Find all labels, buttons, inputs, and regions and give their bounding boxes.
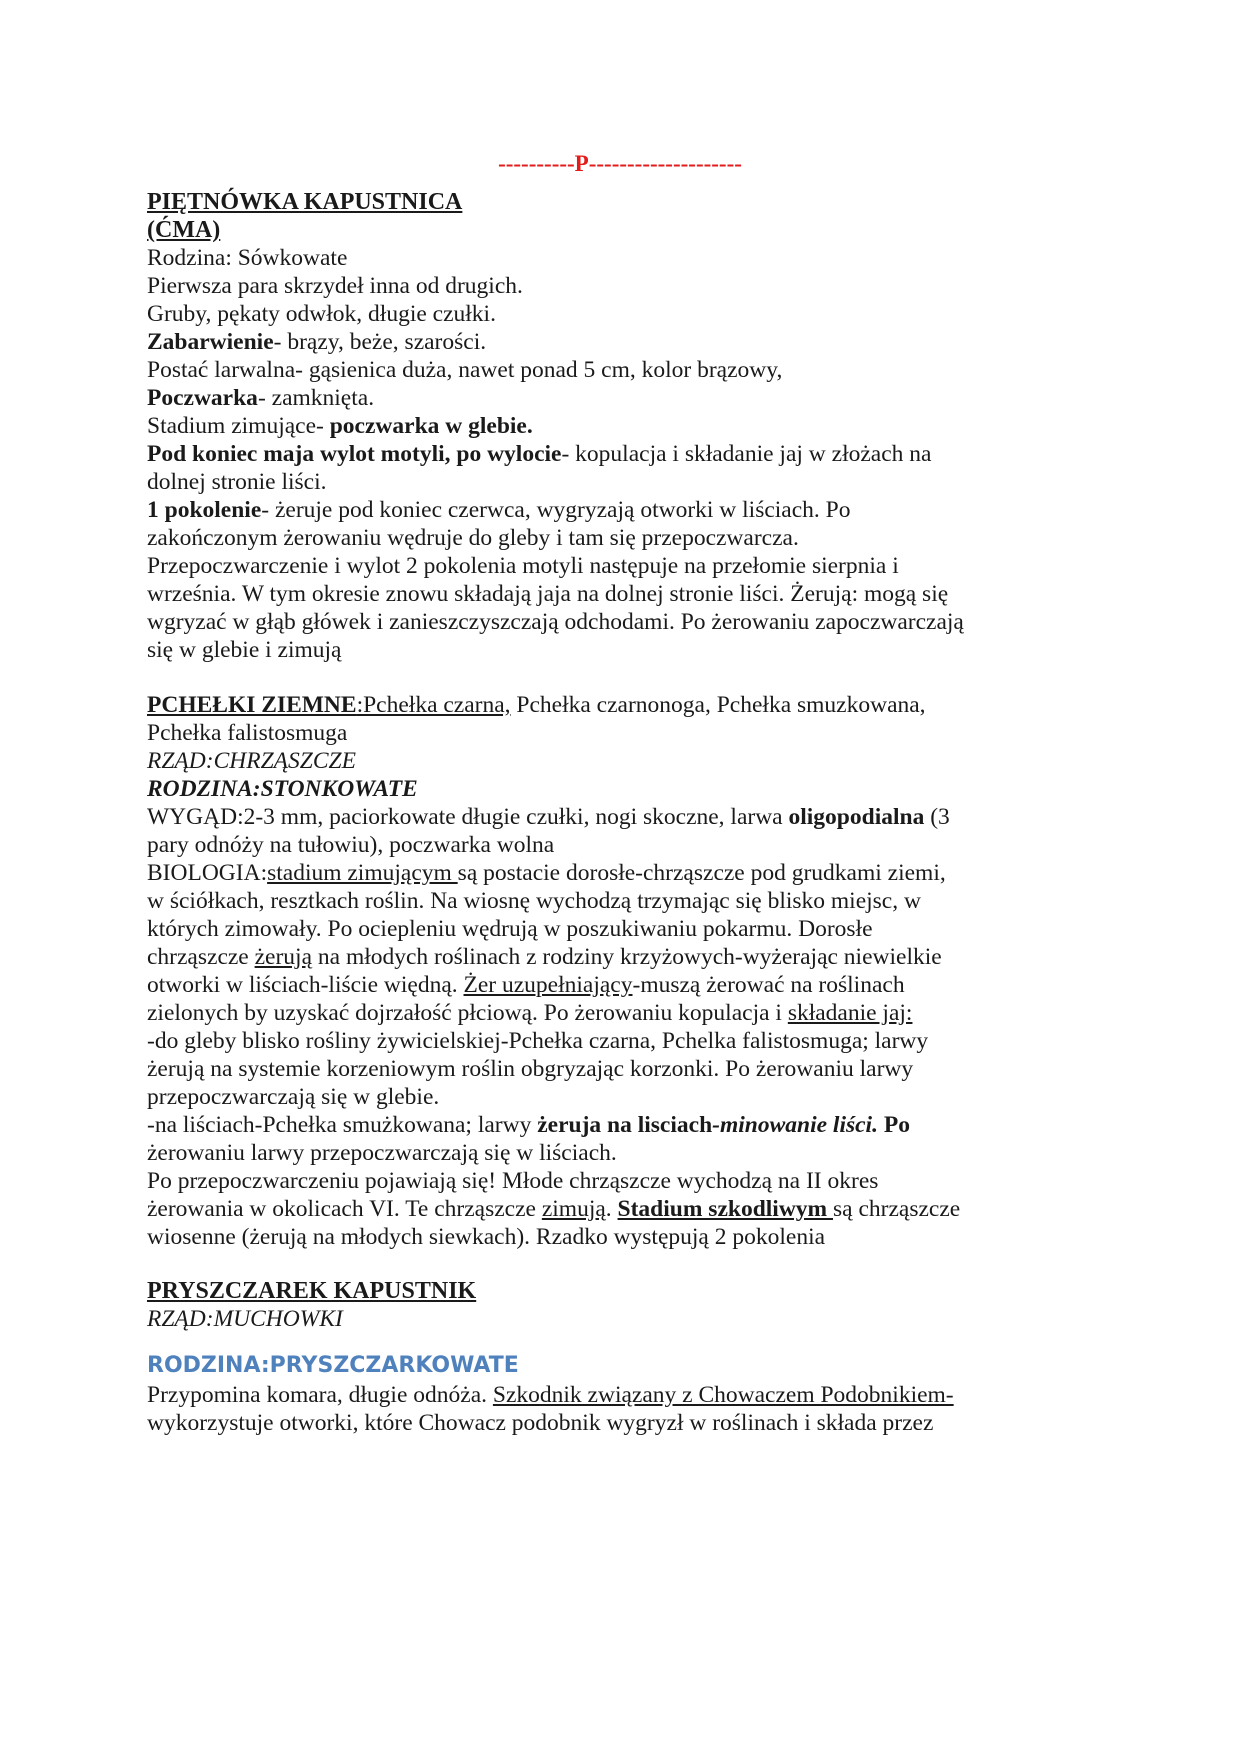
text-span: chrząszcze (147, 944, 255, 970)
heading-pietnowka-sub: (ĆMA) (147, 217, 221, 243)
underlined-term: składanie jaj: (787, 1000, 913, 1026)
underlined-term: stadium zimującym (267, 860, 458, 886)
text-line: się w glebie i zimują (147, 637, 342, 663)
text-line (147, 942, 942, 973)
text-line: Gruby, pękaty odwłok, długie czułki. (147, 301, 496, 327)
text-line (147, 1380, 954, 1411)
text-span: - zamknięta. (257, 385, 375, 411)
underlined-term: zimują (541, 1196, 606, 1222)
text-line (147, 439, 931, 470)
bold-term: Zabarwienie (147, 329, 274, 355)
text-line: w ściółkach, resztkach roślin. Na wiosnę wychodzą trzymając się blisko miejsc, w (147, 888, 921, 914)
underlined-term: Żer uzupełniający (463, 972, 633, 998)
order-label: RZĄD:MUCHOWKI (147, 1306, 343, 1332)
text-span: -na liściach-Pchełka smużkowana; larwy (147, 1112, 538, 1138)
text-span: - żeruje pod koniec czerwca, wygryzają otworki w liściach. Po (261, 497, 851, 523)
underlined-term: Szkodnik związany z Chowaczem Podobnikiem- (492, 1382, 954, 1408)
bold-term: oligopodialna (788, 804, 925, 830)
text-line (147, 383, 374, 414)
text-line (147, 858, 946, 889)
text-span: WYGĄD:2-3 mm, paciorkowate długie czułki, nogi skoczne, larwa (147, 804, 789, 830)
text-span: Stadium zimujące- (147, 413, 330, 439)
text-span: :Pchełka czarna, (356, 692, 511, 718)
text-line: Rodzina: Sówkowate (147, 245, 348, 271)
text-line: żerowaniu larwy przepoczwarczają się w liściach. (147, 1140, 617, 1166)
bold-term: 1 pokolenie (147, 497, 262, 523)
text-line (147, 1194, 960, 1225)
text-span: na młodych roślinach z rodziny krzyżowych-wyżerając niewielkie (312, 944, 942, 970)
text-line: wgryzać w głąb główek i zanieszczyszczają odchodami. Po żerowaniu zapoczwarczają (147, 609, 964, 635)
text-line: pary odnóży na tułowiu), poczwarka wolna (147, 832, 555, 858)
text-span: - kopulacja i składanie jaj w złożach na (561, 441, 932, 467)
text-line: Po przepoczwarczeniu pojawiają się! Młode chrząszcze wychodzą na II okres (147, 1168, 879, 1194)
text-line (147, 802, 950, 833)
text-span: -muszą żerować na roślinach (632, 972, 905, 998)
bold-term: Pod koniec maja wylot motyli, po wylocie (147, 441, 562, 467)
heading-pchelki-line (147, 690, 926, 721)
bold-term: Poczwarka (147, 385, 258, 411)
bold-underlined-term: Stadium szkodliwym (617, 1196, 833, 1222)
bold-italic-term: -minowanie liści. (712, 1112, 878, 1138)
heading-pchelki: PCHEŁKI ZIEMNE (147, 692, 357, 718)
text-line: których zimowały. Po ociepleniu wędrują w poszukiwaniu pokarmu. Dorosłe (147, 916, 873, 942)
bold-term: poczwarka w glebie. (329, 413, 533, 439)
text-line: -do gleby blisko rośliny żywicielskiej-Pchełka czarna, Pchelka falistosmuga; larwy (147, 1028, 929, 1054)
text-span: otworki w liściach-liście więdną. (147, 972, 464, 998)
text-line (147, 495, 851, 526)
text-span: zielonych by uzyskać dojrzałość płciową. Po żerowaniu kopulacja i (147, 1000, 788, 1026)
text-span: Pchełka czarnonoga, Pchełka smuzkowana, (510, 692, 926, 718)
text-line (147, 998, 912, 1029)
family-label: RODZINA:STONKOWATE (147, 776, 418, 802)
text-line: Postać larwalna- gąsienica duża, nawet ponad 5 cm, kolor brązowy, (147, 357, 783, 383)
order-label: RZĄD:CHRZĄSZCZE (147, 748, 356, 774)
text-line: Pchełka falistosmuga (147, 720, 348, 746)
text-span: są postacie dorosłe-chrząszcze pod grudkami ziemi, (457, 860, 946, 886)
family-label: RODZINA:PRYSZCZARKOWATE (147, 1353, 519, 1378)
text-line: dolnej stronie liści. (147, 469, 327, 495)
text-span: żerowania w okolicach VI. Te chrząszcze (147, 1196, 542, 1222)
text-line (147, 1110, 910, 1141)
heading-pietnowka: PIĘTNÓWKA KAPUSTNICA (147, 189, 463, 215)
bold-term: żeruja na lisciach (537, 1112, 713, 1138)
text-line: przepoczwarczają się w glebie. (147, 1084, 440, 1110)
text-line (147, 970, 905, 1001)
text-span: Przypomina komara, długie odnóża. (147, 1382, 493, 1408)
text-span: (3 (924, 804, 950, 830)
underlined-term: żerują (254, 944, 313, 970)
text-line: żerują na systemie korzeniowym roślin obgryzając korzonki. Po żerowaniu larwy (147, 1056, 914, 1082)
text-span: - brązy, beże, szarości. (273, 329, 487, 355)
bold-term: Po (877, 1112, 910, 1138)
text-line: zakończonym żerowaniu wędruje do gleby i tam się przepoczwarcza. (147, 525, 799, 551)
section-separator: ----------P-------------------- (498, 151, 742, 176)
text-span: BIOLOGIA: (147, 860, 268, 886)
text-line: wykorzystuje otworki, które Chowacz podobnik wygryzł w roślinach i składa przez (147, 1410, 934, 1436)
text-line: Przepoczwarczenie i wylot 2 pokolenia motyli następuje na przełomie sierpnia i (147, 553, 899, 579)
text-line: wiosenne (żerują na młodych siewkach). Rzadko występują 2 pokolenia (147, 1224, 826, 1250)
text-line: września. W tym okresie znowu składają jaja na dolnej stronie liści. Żerują: mogą się (147, 581, 949, 607)
heading-pryszczarek: PRYSZCZAREK KAPUSTNIK (147, 1278, 477, 1304)
text-span: . (605, 1196, 618, 1222)
text-line (147, 327, 486, 358)
text-line (147, 411, 533, 442)
text-line: Pierwsza para skrzydeł inna od drugich. (147, 273, 523, 299)
text-span: są chrząszcze (833, 1196, 961, 1222)
